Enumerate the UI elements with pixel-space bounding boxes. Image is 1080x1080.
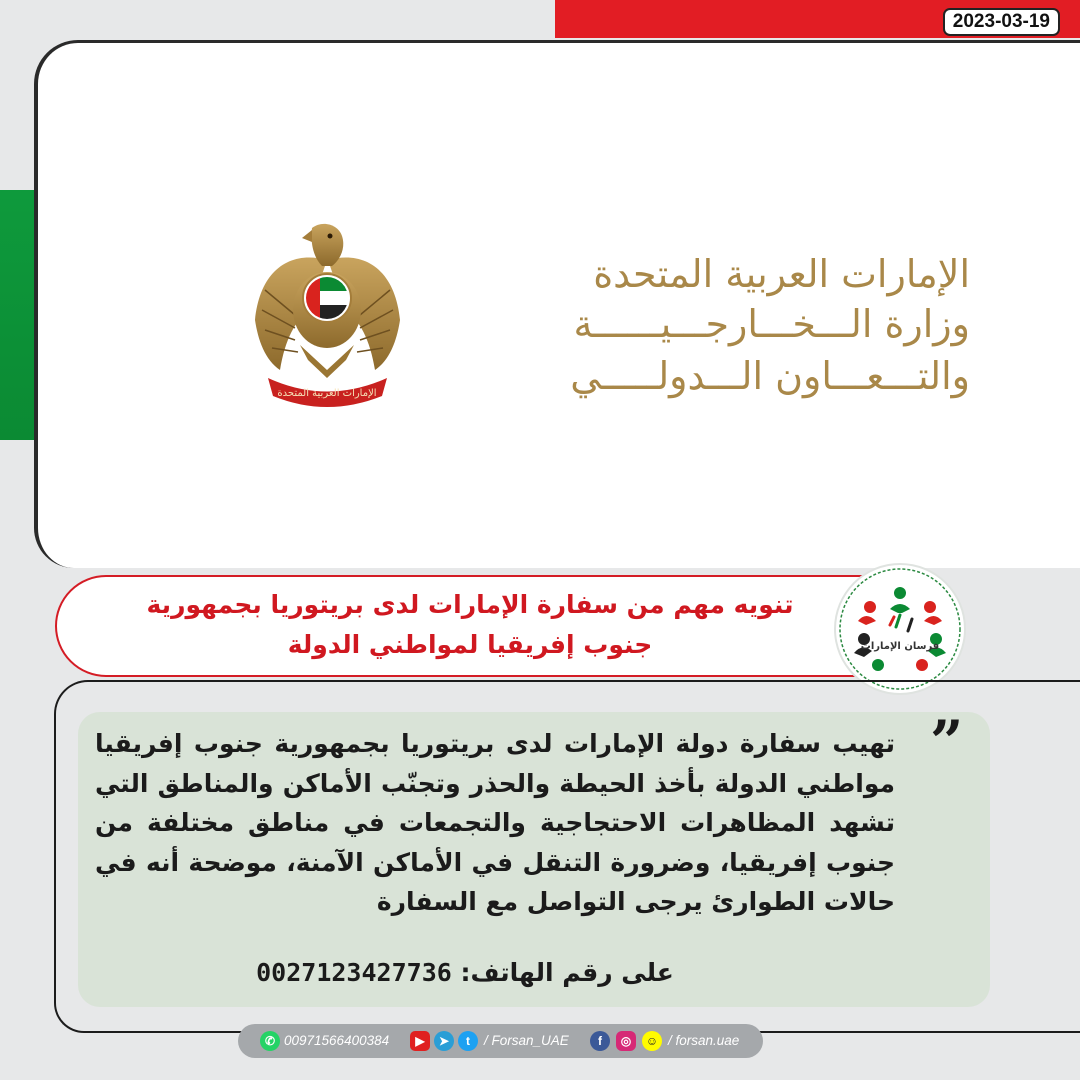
phone-label: على رقم الهاتف: [460,958,674,987]
badge-name: فرسان الإمارات [860,641,940,652]
instagram-icon[interactable]: ◎ [616,1031,636,1051]
ministry-line-1: الإمارات العربية المتحدة [593,252,970,296]
youtube-icon[interactable]: ▶ [410,1031,430,1051]
facebook-icon[interactable]: f [590,1031,610,1051]
green-stripe [0,190,34,440]
emblem-scroll-text: الإمارات العربية المتحدة [277,388,377,399]
body-paragraph: تهيب سفارة دولة الإمارات لدى بريتوريا بجمهورية جنوب إفريقيا مواطني الدولة بأخذ الحيطة والحذر وتجنّب الأماكن والمناطق التي تشهد المظاهرات الاحتجاجية والتجمعات في مناطق مختلفة من جنوب إفريقيا، وضرورة التنقل في الأماكن الآمنة، موضحة أنه في حالات الطوارئ يرجى التواصل مع السفارة [95,729,895,916]
quote-icon: ” [930,708,964,776]
uae-eagle-emblem-icon [250,220,405,410]
snapchat-icon[interactable]: ☺ [642,1031,662,1051]
telegram-icon[interactable]: ➤ [434,1031,454,1051]
headline-line-1: تنويه مهم من سفارة الإمارات لدى بريتوريا بجمهورية [146,590,794,619]
whatsapp-icon[interactable]: ✆ [260,1031,280,1051]
twitter-icon[interactable]: t [458,1031,478,1051]
phone-number: 0027123427736 [256,958,452,987]
handle-secondary[interactable]: / forsan.uae [668,1033,740,1048]
handle-primary[interactable]: / Forsan_UAE [484,1033,569,1048]
whatsapp-number[interactable]: 00971566400384 [284,1033,390,1048]
social-bar [238,1024,763,1058]
forsan-badge-logo [836,565,964,693]
forsan-people-icon [836,565,964,693]
phone-line [200,958,730,987]
ministry-line-2: وزارة الـــخـــارجـــيــــــة [573,302,970,346]
ministry-line-3: والتـــعـــاون الـــدولـــــي [570,354,970,398]
headline-line-2: جنوب إفريقيا لمواطني الدولة [287,630,653,659]
date-badge: 2023-03-19 [943,8,1060,36]
